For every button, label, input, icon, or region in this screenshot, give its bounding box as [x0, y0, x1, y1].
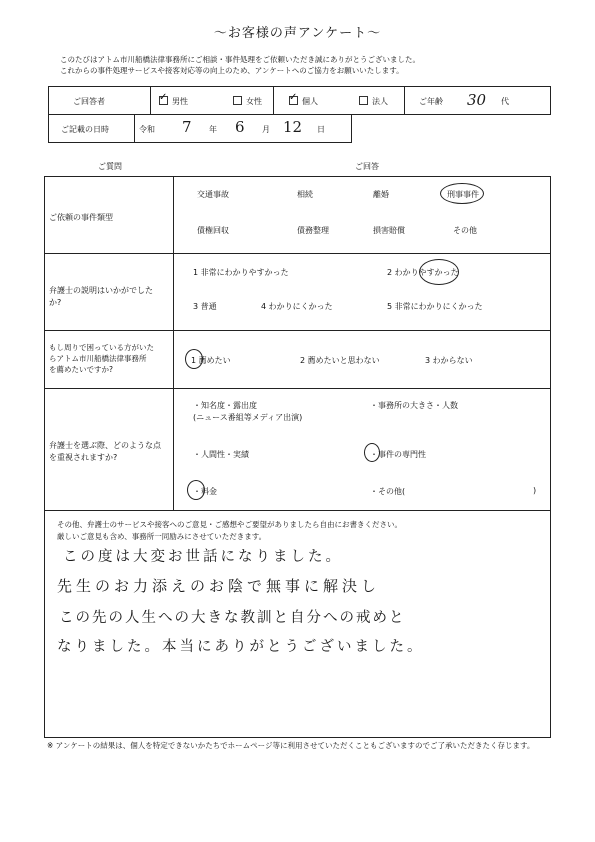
q1-option-criminal[interactable]: 刑事事件 — [447, 190, 479, 199]
date-month-unit: 月 — [262, 125, 270, 134]
male-checkbox[interactable] — [159, 96, 168, 105]
q3-selected-mark — [185, 349, 203, 369]
q1-option-debt-consolidation[interactable]: 債務整理 — [297, 226, 329, 235]
female-label: 女性 — [246, 97, 262, 106]
individual-checkbox[interactable] — [289, 96, 298, 105]
q2-option-1[interactable]: 1 非常にわかりやすかった — [193, 268, 289, 277]
survey-table — [44, 176, 551, 511]
date-day-unit: 日 — [317, 125, 325, 134]
q4-option-firm-size[interactable]: ・事務所の大きさ・人数 — [370, 401, 458, 410]
q4-question-line-1: 弁護士を選ぶ際、どのような点 — [49, 441, 161, 450]
q1-option-debt-collection[interactable]: 債権回収 — [197, 226, 229, 235]
q3-question-line-2: らアトム市川船橋法律事務所 — [49, 354, 147, 363]
age-label: ご年齢 — [419, 97, 443, 106]
q4-question-line-2: を重視されますか? — [49, 453, 118, 462]
q3-question-line-1: もし周りで困っている方がいた — [49, 343, 154, 352]
intro-line-2: これからの事件処理サービスや接客対応等の向上のため、アンケートへのご協力をお願いいたします。 — [60, 66, 404, 75]
comment-line-4[interactable]: なりました。本当にありがとうございました。 — [57, 639, 425, 655]
date-year-value[interactable]: 7 — [182, 118, 192, 136]
q3-option-3[interactable]: 3 わからない — [425, 356, 473, 365]
date-year-unit: 年 — [209, 125, 217, 134]
q4-option-fame-note: (ニュース番組等メディア出演) — [193, 413, 303, 422]
comment-line-2[interactable]: 先生のお力添えのお陰で無事に解決し — [57, 577, 381, 595]
comment-line-3[interactable]: この先の人生への大きな教訓と自分への戒めと — [59, 610, 406, 626]
page-title: 〜お客様の声アンケート〜 — [213, 26, 382, 41]
age-unit: 代 — [501, 97, 509, 106]
q2-selected-mark — [419, 259, 459, 285]
q2-option-4[interactable]: 4 わかりにくかった — [261, 302, 333, 311]
comments-prompt-line-1: その他、弁護士のサービスや接客へのご意見・ご感想やご要望がありましたら自由にお書きください。 — [57, 520, 402, 529]
q1-option-other[interactable]: その他 — [453, 226, 477, 235]
q1-option-divorce[interactable]: 離婚 — [373, 190, 389, 199]
gender-male-option[interactable] — [159, 96, 188, 107]
q4-option-other[interactable]: ・その他( — [370, 487, 406, 496]
comments-prompt-line-2: 厳しいご意見も含め、事務所一同励みにさせていただきます。 — [57, 532, 267, 541]
q2-option-3[interactable]: 3 普通 — [193, 302, 217, 311]
q4-option-fame[interactable]: ・知名度・露出度 — [193, 401, 257, 410]
table-divider — [173, 177, 174, 510]
date-label: ご記載の日時 — [61, 125, 109, 134]
intro-line-1: このたびはアトム市川船橋法律事務所にご相談・事件処理をご依頼いただき誠にありがとうございました。 — [60, 55, 420, 64]
type-individual-option[interactable] — [289, 96, 318, 107]
gender-female-option[interactable] — [233, 96, 262, 107]
q4-option-fees[interactable]: ・料金 — [193, 487, 217, 496]
q4-expertise-mark — [364, 443, 380, 462]
individual-label: 個人 — [302, 97, 318, 106]
type-corporation-option[interactable] — [359, 96, 388, 107]
corporation-label: 法人 — [372, 97, 388, 106]
answer-column-header: ご回答 — [355, 162, 379, 171]
comment-line-1[interactable]: この度は大変お世話になりました。 — [63, 549, 343, 565]
q1-option-inheritance[interactable]: 相続 — [297, 190, 313, 199]
q3-question-line-3: を薦めたいですか? — [49, 365, 113, 374]
age-value[interactable]: 30 — [467, 91, 487, 109]
q2-question-line-2: か? — [49, 298, 62, 307]
q2-option-5[interactable]: 5 非常にわかりにくかった — [387, 302, 483, 311]
q1-option-damages[interactable]: 損害賠償 — [373, 226, 405, 235]
q3-option-2[interactable]: 2 薦めたいと思わない — [300, 356, 380, 365]
q1-option-traffic[interactable]: 交通事故 — [197, 190, 229, 199]
date-month-value[interactable]: 6 — [235, 118, 245, 136]
q4-fees-mark — [187, 480, 205, 500]
male-label: 男性 — [172, 97, 188, 106]
q2-question-line-1: 弁護士の説明はいかがでした — [49, 286, 153, 295]
q4-option-character[interactable]: ・人間性・実績 — [193, 450, 249, 459]
q4-option-other-close: ) — [533, 486, 537, 495]
q3-option-1[interactable]: 1 薦めたい — [191, 356, 231, 365]
respondent-row — [48, 86, 551, 115]
question-column-header: ご質問 — [98, 162, 122, 171]
q2-option-2[interactable]: 2 わかりやすかった — [387, 268, 459, 277]
q1-selected-mark — [440, 183, 484, 204]
q1-question: ご依頼の事件類型 — [49, 213, 113, 222]
female-checkbox[interactable] — [233, 96, 242, 105]
footer-note: ※ アンケートの結果は、個人を特定できないかたちでホームページ等に利用させていただくこともございますのでご了承いただきたく存じます。 — [47, 741, 535, 750]
date-row — [48, 114, 352, 143]
comments-box — [44, 510, 551, 738]
date-era: 令和 — [139, 125, 155, 134]
corporation-checkbox[interactable] — [359, 96, 368, 105]
date-day-value[interactable]: 12 — [283, 118, 303, 136]
respondent-label: ご回答者 — [73, 97, 105, 106]
q4-option-expertise[interactable]: ・事件の専門性 — [370, 450, 426, 459]
